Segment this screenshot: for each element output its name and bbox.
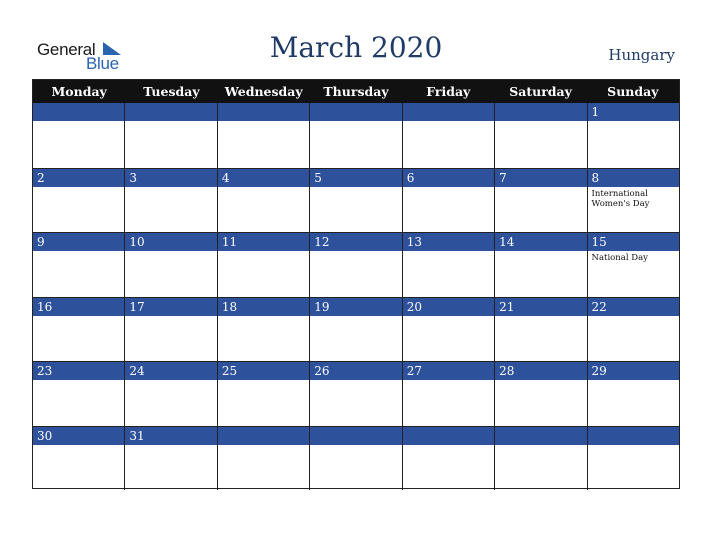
day-cell[interactable] xyxy=(587,427,679,491)
week-row xyxy=(33,426,679,491)
day-cell[interactable] xyxy=(33,169,124,233)
day-number: 26 xyxy=(314,364,330,378)
holiday-label: National Day xyxy=(591,253,648,263)
week-row xyxy=(33,232,679,297)
weekday-saturday: Saturday xyxy=(509,84,572,99)
day-cell[interactable] xyxy=(309,362,401,426)
week-row xyxy=(33,168,679,233)
day-number: 12 xyxy=(314,235,330,249)
weekday-friday: Friday xyxy=(426,84,471,99)
day-cell[interactable] xyxy=(217,169,309,233)
day-cell[interactable] xyxy=(124,427,216,491)
day-number: 29 xyxy=(591,364,607,378)
day-cell[interactable] xyxy=(33,298,124,362)
day-cell[interactable] xyxy=(402,169,494,233)
day-number: 3 xyxy=(129,170,138,185)
day-number: 30 xyxy=(37,428,53,443)
day-cell[interactable] xyxy=(494,169,586,233)
day-cell[interactable] xyxy=(402,362,494,426)
day-cell[interactable] xyxy=(309,103,401,168)
day-number: 19 xyxy=(314,299,330,314)
day-number: 13 xyxy=(406,235,422,249)
weekday-thursday: Thursday xyxy=(323,84,389,99)
day-cell[interactable] xyxy=(309,427,401,491)
day-cell[interactable] xyxy=(494,362,586,426)
day-cell[interactable] xyxy=(124,233,216,297)
day-cell[interactable] xyxy=(33,427,124,491)
day-cell[interactable] xyxy=(402,233,494,297)
day-cell[interactable] xyxy=(33,233,124,297)
country-label: Hungary xyxy=(608,46,675,64)
weeks-container xyxy=(33,103,679,490)
week-cells xyxy=(33,233,679,297)
day-number: 31 xyxy=(129,428,145,443)
day-number: 9 xyxy=(37,235,45,249)
day-number: 23 xyxy=(37,364,53,378)
weekday-tuesday: Tuesday xyxy=(143,84,200,99)
day-cell[interactable] xyxy=(124,169,216,233)
logo-text-general: General xyxy=(37,40,96,59)
day-cell[interactable] xyxy=(217,298,309,362)
day-cell[interactable] xyxy=(587,169,679,233)
day-number: 8 xyxy=(591,170,600,185)
day-number: 21 xyxy=(499,299,515,314)
day-cell[interactable] xyxy=(309,233,401,297)
day-number: 4 xyxy=(221,170,230,185)
day-cell[interactable] xyxy=(587,233,679,297)
day-number: 27 xyxy=(406,364,422,378)
day-cell[interactable] xyxy=(124,362,216,426)
day-cell[interactable] xyxy=(402,103,494,168)
calendar-title: March 2020 xyxy=(269,31,443,64)
day-cell[interactable] xyxy=(33,362,124,426)
day-number: 2 xyxy=(37,170,45,185)
logo-text-blue: Blue xyxy=(86,54,119,73)
day-number: 15 xyxy=(591,235,607,249)
week-row xyxy=(33,361,679,426)
day-cell[interactable] xyxy=(217,427,309,491)
day-cell[interactable] xyxy=(494,233,586,297)
weekday-wednesday: Wednesday xyxy=(224,84,303,99)
day-number: 10 xyxy=(129,235,145,249)
weekday-header xyxy=(33,80,679,103)
day-cell[interactable] xyxy=(587,103,679,168)
weekday-monday: Monday xyxy=(51,84,107,99)
day-number: 14 xyxy=(499,235,515,249)
day-cell[interactable] xyxy=(587,362,679,426)
week-row xyxy=(33,297,679,362)
day-number: 25 xyxy=(221,364,238,378)
holiday-label: International Women's Day xyxy=(591,188,650,209)
week-cells xyxy=(33,362,679,426)
day-number: 16 xyxy=(37,299,53,314)
week-cells xyxy=(33,169,679,233)
day-cell[interactable] xyxy=(124,298,216,362)
day-cell[interactable] xyxy=(494,427,586,491)
weekday-sunday: Sunday xyxy=(607,84,659,99)
day-cell[interactable] xyxy=(217,103,309,168)
day-number: 18 xyxy=(221,299,238,314)
day-number: 22 xyxy=(591,299,607,314)
day-cell[interactable] xyxy=(217,362,309,426)
day-cell[interactable] xyxy=(217,233,309,297)
day-number: 28 xyxy=(499,364,515,378)
day-number: 24 xyxy=(129,364,145,378)
day-number: 20 xyxy=(406,299,422,314)
day-cell[interactable] xyxy=(494,103,586,168)
day-cell[interactable] xyxy=(402,298,494,362)
day-cell[interactable] xyxy=(124,103,216,168)
day-number: 1 xyxy=(591,105,600,119)
day-cell[interactable] xyxy=(587,298,679,362)
day-number: 5 xyxy=(314,170,322,185)
calendar-grid xyxy=(32,79,680,489)
week-cells xyxy=(33,103,679,168)
day-number: 17 xyxy=(129,299,145,314)
day-cell[interactable] xyxy=(309,298,401,362)
day-cell[interactable] xyxy=(33,103,124,168)
day-number: 7 xyxy=(499,170,507,185)
week-cells xyxy=(33,427,679,491)
week-cells xyxy=(33,298,679,362)
day-cell[interactable] xyxy=(494,298,586,362)
day-number: 6 xyxy=(406,170,415,185)
week-row xyxy=(33,103,679,168)
day-number: 11 xyxy=(221,235,238,249)
day-cell[interactable] xyxy=(402,427,494,491)
day-cell[interactable] xyxy=(309,169,401,233)
